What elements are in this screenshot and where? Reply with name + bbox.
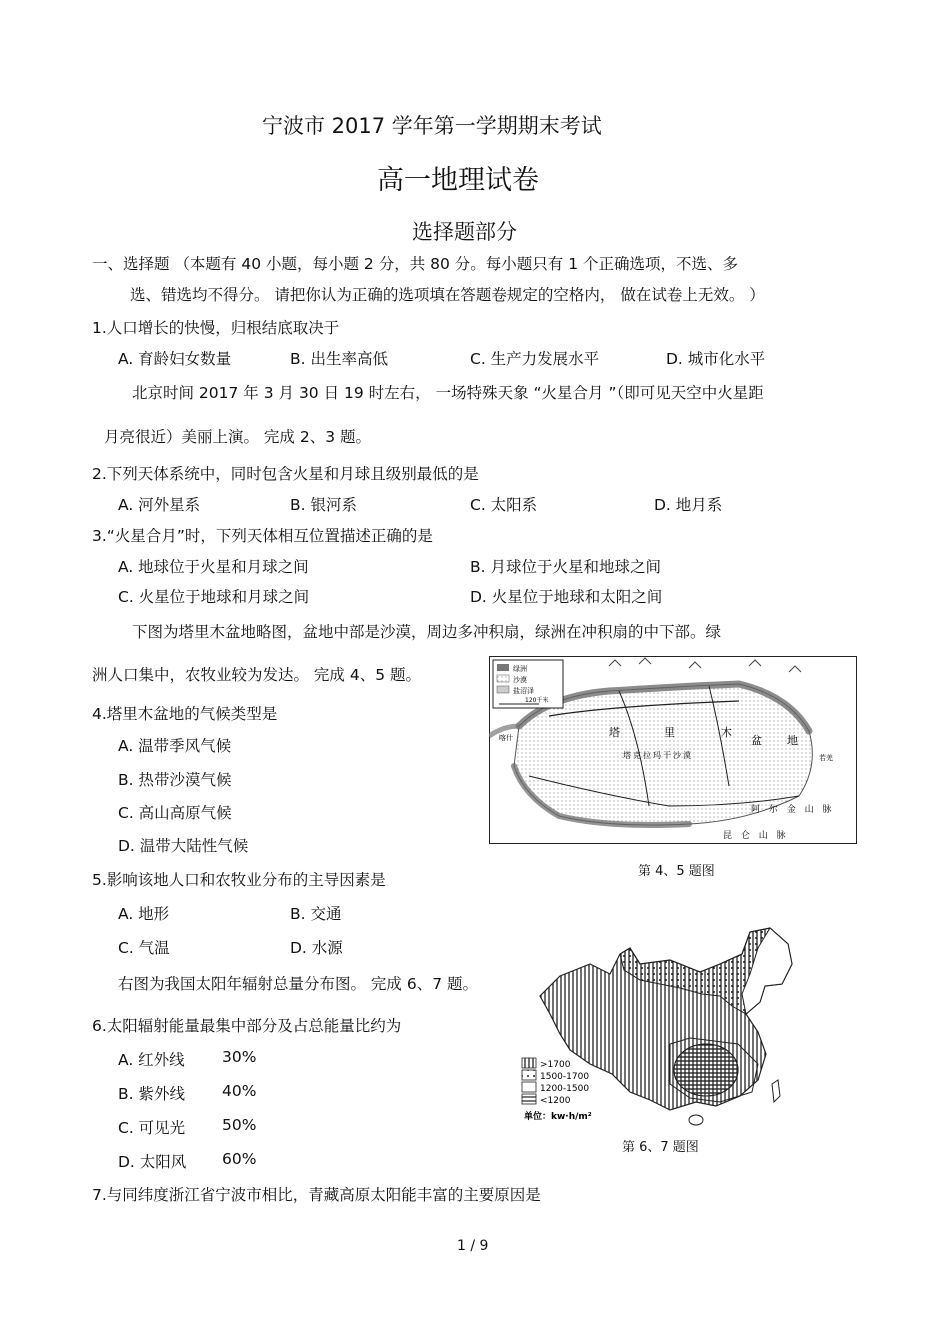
label-kashi: 喀什 (499, 734, 513, 742)
passage-3-line1: 右图为我国太阳年辐射总量分布图。 完成 6、7 题。 (118, 975, 479, 993)
question-6-option-b-value: 40% (222, 1082, 257, 1100)
legend-oasis: 绿洲 (513, 665, 527, 673)
question-3-option-b: B. 月球位于火星和地球之间 (470, 558, 661, 576)
legend-under-1200: <1200 (540, 1096, 571, 1106)
question-1-option-d: D. 城市化水平 (666, 350, 766, 368)
label-pen: 盆 (751, 734, 762, 747)
question-5-stem: 5.影响该地人口和农牧业分布的主导因素是 (92, 871, 386, 889)
question-3-option-d: D. 火星位于地球和太阳之间 (470, 588, 663, 606)
section-title: 选择题部分 (412, 220, 517, 244)
question-5-option-c: C. 气温 (118, 939, 170, 957)
legend-over-1700: >1700 (540, 1060, 571, 1070)
question-3-option-c: C. 火星位于地球和月球之间 (118, 588, 310, 606)
question-2-option-a: A. 河外星系 (118, 496, 201, 514)
label-taklamakan: 塔克拉玛干沙漠 (623, 751, 693, 760)
question-2-stem: 2.下列天体系统中，同时包含火星和月球且级别最低的是 (92, 465, 479, 483)
question-3-stem: 3.“火星合月”时，下列天体相互位置描述正确的是 (92, 527, 433, 545)
question-1-stem: 1.人口增长的快慢，归根结底取决于 (92, 319, 340, 337)
question-6-stem: 6.太阳辐射能量最集中部分及占总能量比约为 (92, 1017, 402, 1035)
map-scale: 120千米 (525, 697, 549, 704)
question-4-option-a: A. 温带季风气候 (118, 737, 232, 755)
question-7-stem: 7.与同纬度浙江省宁波市相比，青藏高原太阳能丰富的主要原因是 (92, 1186, 541, 1204)
legend-1200-1500: 1200-1500 (540, 1084, 590, 1094)
question-2-option-b: B. 银河系 (290, 496, 357, 514)
question-2-option-d: D. 地月系 (654, 496, 723, 514)
question-1-option-a: A. 育龄妇女数量 (118, 350, 232, 368)
paper-title: 高一地理试卷 (377, 165, 539, 196)
label-altun: 阿 尔 金 山 脉 (751, 805, 835, 815)
exam-title: 宁波市 2017 学年第一学期期末考试 (262, 114, 602, 138)
question-1-option-c: C. 生产力发展水平 (470, 350, 600, 368)
label-li: 里 (664, 726, 675, 739)
question-6-option-c-label: C. 可见光 (118, 1119, 186, 1137)
question-6-option-a-value: 30% (222, 1048, 257, 1066)
legend-salt-marsh: 盐沼泽 (513, 687, 534, 695)
passage-1-line1: 北京时间 2017 年 3 月 30 日 19 时左右， 一场特殊天象 “火星合月 ”（即可见天空中火星距 (132, 384, 764, 402)
legend-desert: 沙漠 (513, 676, 527, 684)
question-3-option-a: A. 地球位于火星和月球之间 (118, 558, 309, 576)
question-6-option-c-value: 50% (222, 1116, 257, 1134)
question-4-stem: 4.塔里木盆地的气候类型是 (92, 705, 278, 723)
label-ruoqiang: 若羌 (819, 754, 833, 762)
label-kunlun: 昆 仑 山 脉 (723, 831, 789, 841)
question-5-option-b: B. 交通 (290, 905, 342, 923)
label-ta: 塔 (609, 726, 620, 739)
legend-unit: 单位：kw·h/m² (524, 1112, 592, 1122)
passage-2-line2: 洲人口集中，农牧业较为发达。 完成 4、5 题。 (92, 666, 422, 684)
question-5-option-a: A. 地形 (118, 905, 170, 923)
question-2-option-c: C. 太阳系 (470, 496, 538, 514)
passage-2-line1: 下图为塔里木盆地略图，盆地中部是沙漠，周边多冲积扇，绿洲在冲积扇的中下部。绿 (132, 623, 722, 641)
instructions-line1: 一、选择题 （本题有 40 小题，每小题 2 分，共 80 分。每小题只有 1 个正确选项，不选、多 (92, 255, 739, 273)
question-6-option-b-label: B. 紫外线 (118, 1085, 185, 1103)
question-6-option-a-label: A. 红外线 (118, 1051, 185, 1069)
label-di: 地 (787, 734, 798, 747)
question-4-option-b: B. 热带沙漠气候 (118, 771, 232, 789)
question-6-option-d-label: D. 太阳风 (118, 1153, 187, 1171)
map-2-caption: 第 6、7 题图 (622, 1140, 699, 1155)
question-1-option-b: B. 出生率高低 (290, 350, 388, 368)
question-4-option-d: D. 温带大陆性气候 (118, 837, 249, 855)
china-solar-radiation-map (520, 924, 810, 1134)
tarim-basin-map (489, 656, 857, 844)
question-6-option-d-value: 60% (222, 1150, 257, 1168)
legend-1500-1700: 1500-1700 (540, 1072, 590, 1082)
map-1-caption: 第 4、5 题图 (638, 864, 715, 879)
passage-1-line2: 月亮很近）美丽上演。 完成 2、3 题。 (104, 428, 372, 446)
question-4-option-c: C. 高山高原气候 (118, 804, 232, 822)
page-number: 1 / 9 (457, 1238, 489, 1254)
instructions-line2: 选、错选均不得分。 请把你认为正确的选项填在答题卷规定的空格内， 做在试卷上无效。 ） (130, 286, 765, 304)
label-mu: 木 (721, 726, 732, 739)
question-5-option-d: D. 水源 (290, 939, 343, 957)
